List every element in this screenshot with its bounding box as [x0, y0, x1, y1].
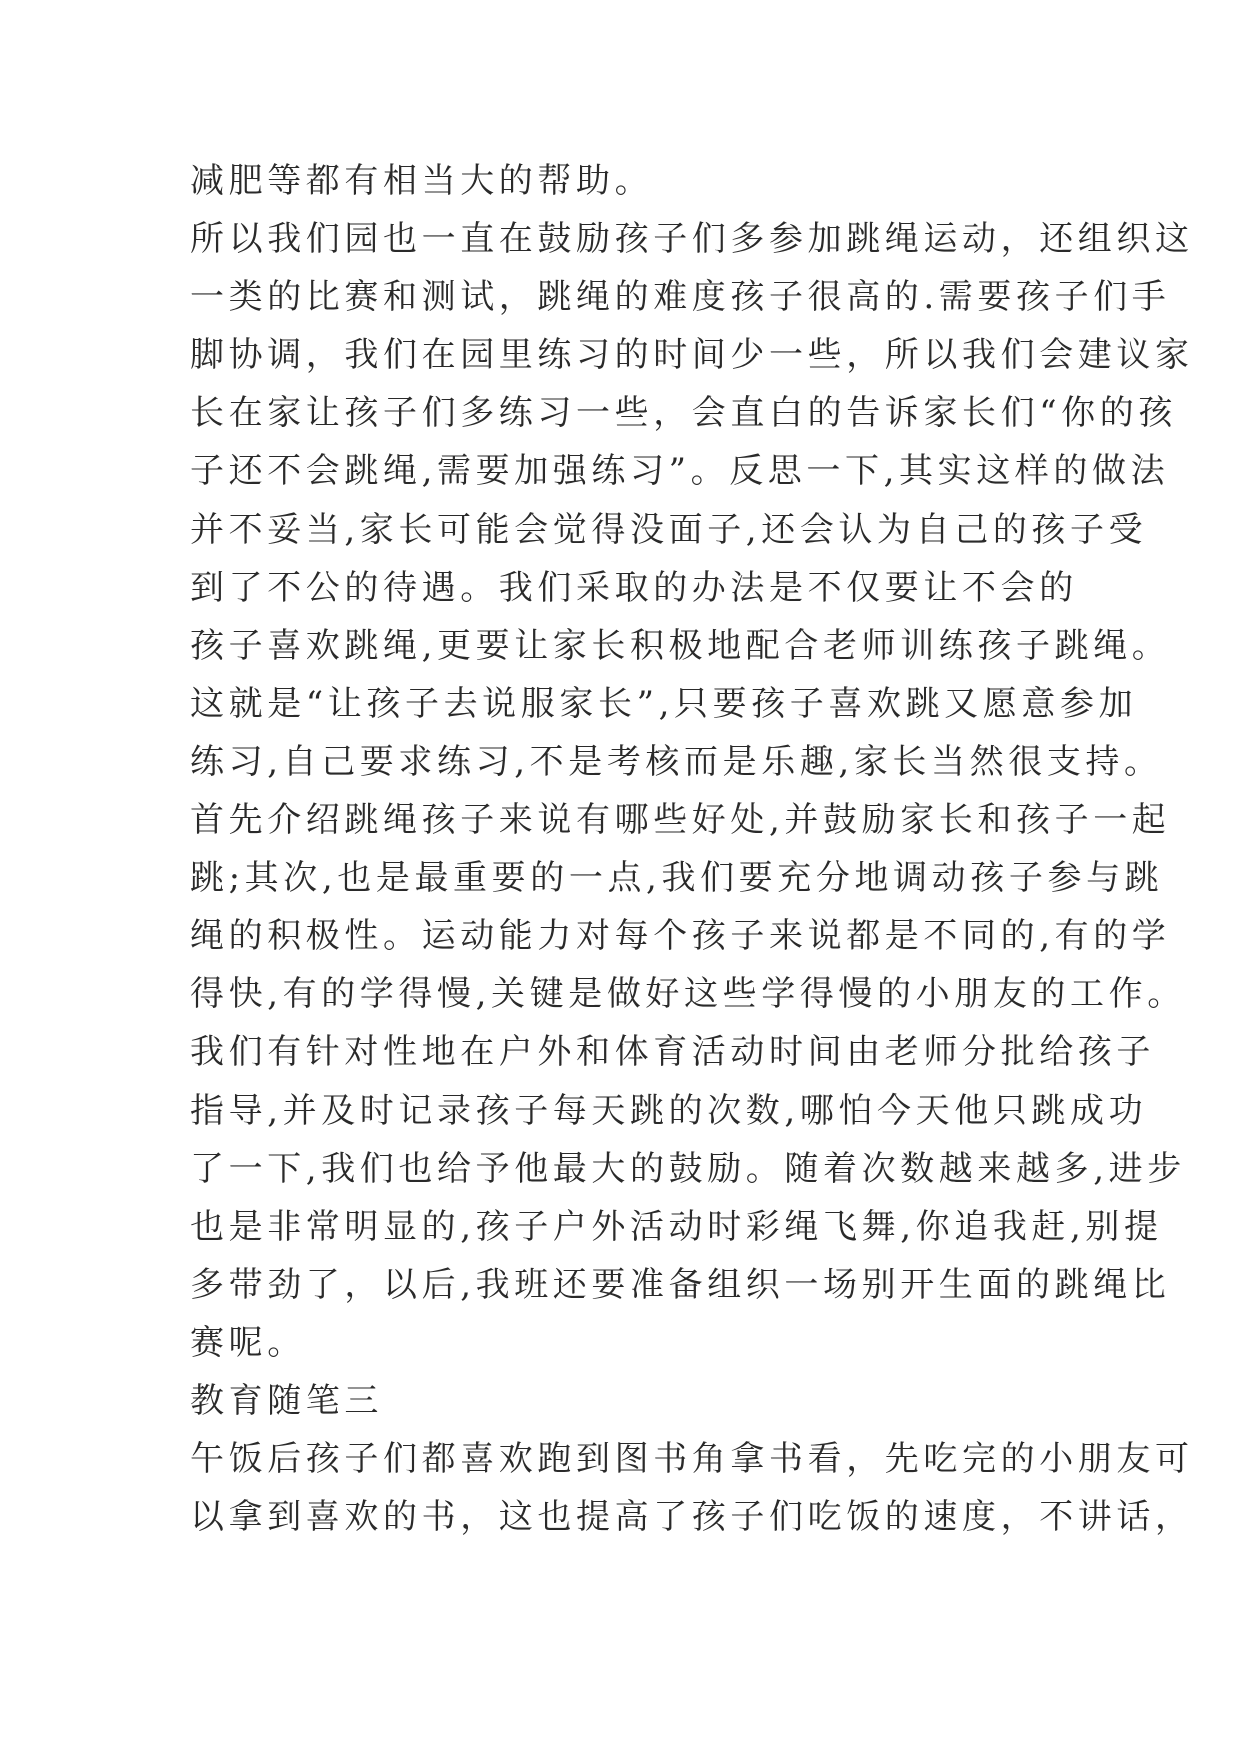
- text-line: 减肥等都有相当大的帮助。: [190, 161, 654, 201]
- text-line: 指导,并及时记录孩子每天跳的次数,哪怕今天他只跳成功: [190, 1090, 1148, 1131]
- text-line: 子还不会跳绳,需要加强练习”。反思一下,其实这样的做法: [190, 451, 1170, 492]
- text-line: 也是非常明显的,孩子户外活动时彩绳飞舞,你追我赶,别提: [190, 1206, 1163, 1247]
- section-heading: 教育随笔三: [190, 1380, 383, 1421]
- text-line: 赛呢。: [190, 1322, 306, 1363]
- text-line: 首先介绍跳绳孩子来说有哪些好处,并鼓励家长和孩子一起: [190, 800, 1171, 841]
- text-line: 得快,有的学得慢,关键是做好这些学得慢的小朋友的工作。: [190, 974, 1186, 1015]
- text-line: 长在家让孩子们多练习一些，会直白的告诉家长们“你的孩: [190, 393, 1177, 434]
- text-line: 练习,自己要求练习,不是考核而是乐趣,家长当然很支持。: [190, 741, 1163, 782]
- text-line: 到了不公的待遇。我们采取的办法是不仅要让不会的: [190, 567, 1078, 608]
- text-line: 绳的积极性。运动能力对每个孩子来说都是不同的,有的学: [190, 916, 1171, 957]
- text-line: 以拿到喜欢的书，这也提高了孩子们吃饭的速度，不讲话，: [190, 1497, 1194, 1538]
- document-body: [190, 152, 1194, 1546]
- text-line: 孩子喜欢跳绳,更要让家长积极地配合老师训练孩子跳绳。: [190, 625, 1171, 666]
- text-line: 这就是“让孩子去说服家长”,只要孩子喜欢跳又愿意参加: [190, 683, 1138, 724]
- text-line: 多带劲了，以后,我班还要准备组织一场别开生面的跳绳比: [190, 1264, 1171, 1305]
- text-line: 一类的比赛和测试，跳绳的难度孩子很高的.需要孩子们手: [190, 277, 1171, 318]
- text-line: 所以我们园也一直在鼓励孩子们多参加跳绳运动，还组织这: [190, 219, 1194, 260]
- text-line: 我们有针对性地在户外和体育活动时间由老师分批给孩子: [190, 1032, 1155, 1073]
- text-line: 了一下,我们也给予他最大的鼓励。随着次数越来越多,进步: [190, 1148, 1186, 1189]
- text-line: 午饭后孩子们都喜欢跑到图书角拿书看，先吃完的小朋友可: [190, 1439, 1194, 1480]
- text-line: 并不妥当,家长可能会觉得没面子,还会认为自己的孩子受: [190, 509, 1148, 550]
- text-line: 跳;其次,也是最重要的一点,我们要充分地调动孩子参与跳: [190, 858, 1164, 899]
- text-line: 脚协调，我们在园里练习的时间少一些，所以我们会建议家: [190, 335, 1194, 376]
